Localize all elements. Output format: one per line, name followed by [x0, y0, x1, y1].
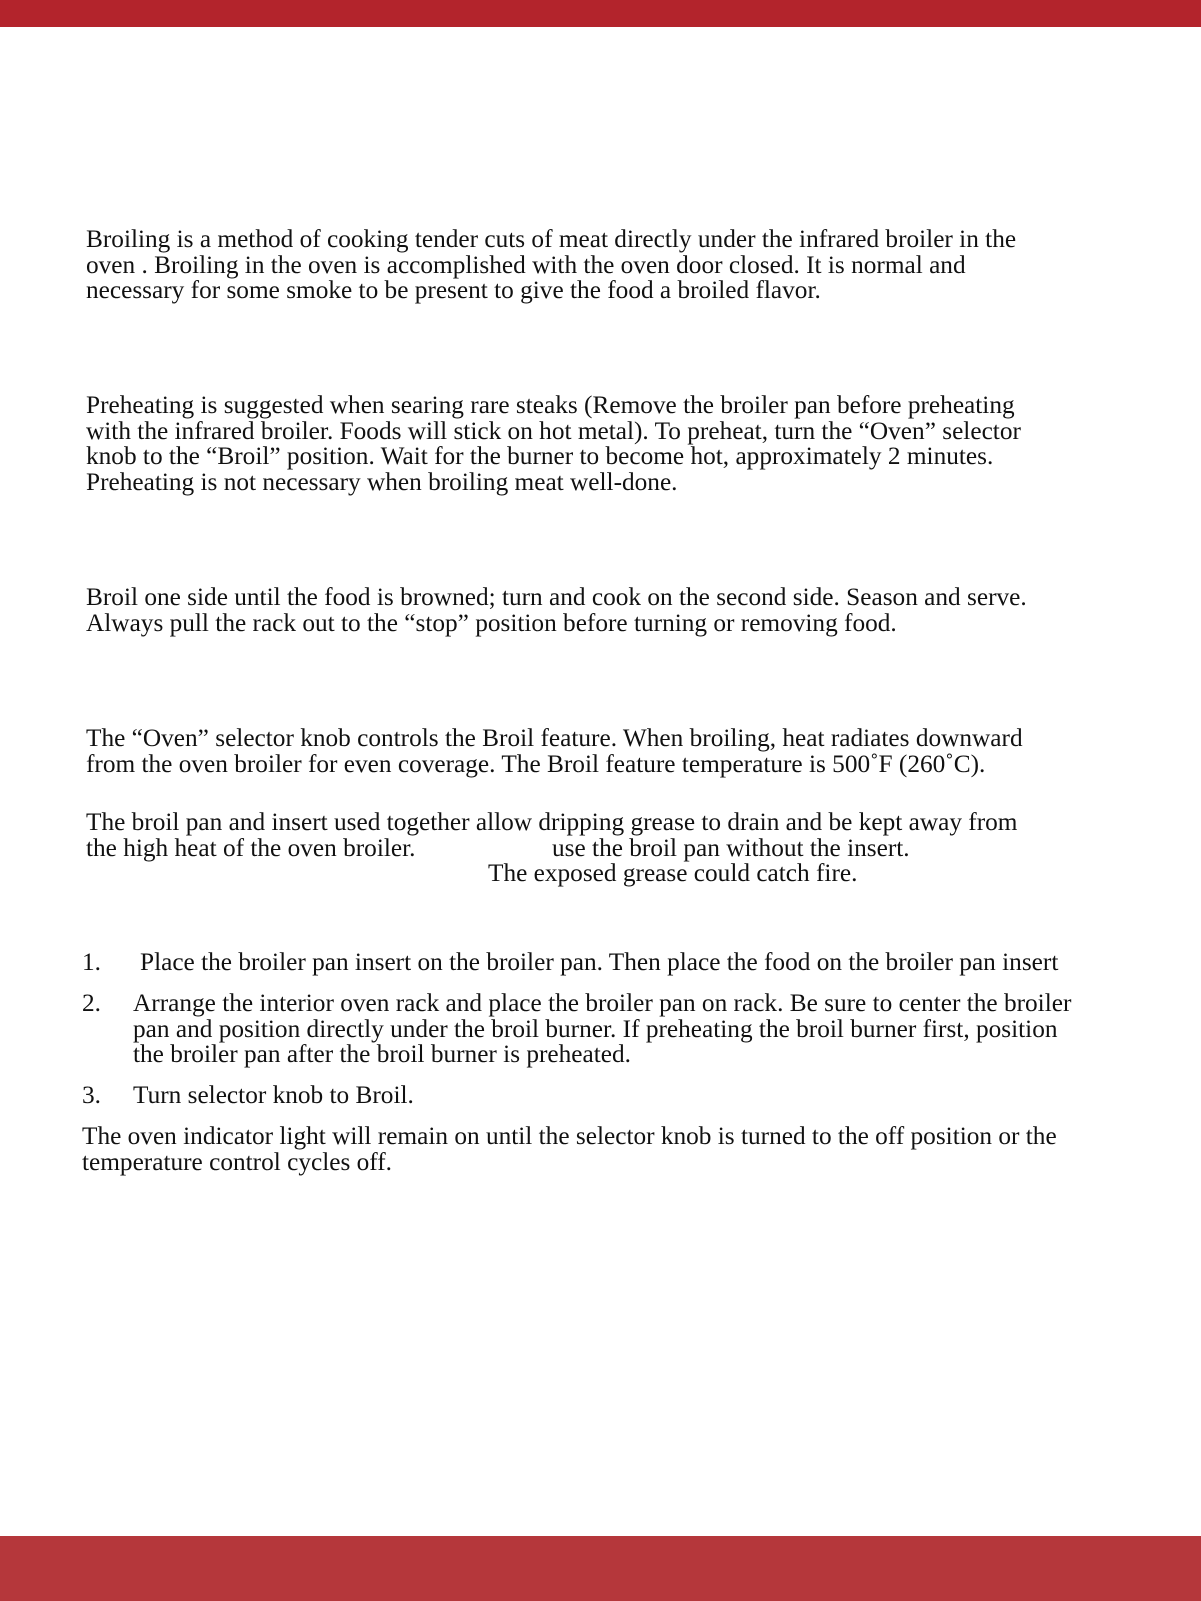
text-line: The exposed grease could catch fire. — [488, 859, 858, 887]
broiling-intro-paragraph — [86, 227, 1016, 304]
step-3 — [82, 1083, 482, 1109]
text-line: necessary for some smoke to be present to give the food a broiled flavor. — [86, 276, 821, 304]
step-text: Turn selector knob to Broil. — [133, 1081, 414, 1109]
text-line: Preheating is not necessary when broiling meat well-done. — [86, 467, 678, 496]
broil-sides-paragraph — [86, 585, 1027, 636]
text-line: the broiler pan after the broil burner is preheated. — [133, 1040, 631, 1068]
step-text — [133, 991, 1071, 1068]
text-line: The broil pan and insert used together allow dripping grease to drain and be kept away from — [86, 808, 1018, 836]
broil-pan-paragraph — [86, 810, 1086, 887]
text-line: Arrange the interior oven rack and place the broiler pan on rack. Be sure to center the broiler — [133, 989, 1072, 1017]
step-1 — [82, 950, 1122, 976]
text-line: use the broil pan without the insert. — [552, 833, 910, 862]
step-number: 3. — [82, 1081, 101, 1109]
text-line: Always pull the rack out to the “stop” position before turning or removing food. — [86, 608, 897, 637]
text-line: oven . Broiling in the oven is accomplished with the oven door closed. It is normal and — [86, 250, 966, 279]
text-line: The oven indicator light will remain on until the selector knob is turned to the off position or the — [82, 1122, 1057, 1150]
text-line: with the infrared broiler. Foods will stick on hot metal). To preheat, turn the “Oven” selector — [86, 416, 1021, 445]
text-line: The “Oven” selector knob controls the Broil feature. When broiling, heat radiates downward — [86, 724, 1023, 752]
preheating-paragraph — [86, 393, 1021, 495]
step-number: 2. — [82, 989, 101, 1017]
text-line: temperature control cycles off. — [82, 1147, 392, 1176]
indicator-light-paragraph — [82, 1124, 1057, 1175]
text-line: pan and position directly under the broil burner. If preheating the broil burner first, position — [133, 1014, 1058, 1043]
text-line: Preheating is suggested when searing rare steaks (Remove the broiler pan before preheating — [86, 391, 1015, 419]
selector-knob-paragraph — [86, 726, 1023, 777]
bottom-red-bar — [0, 1536, 1201, 1601]
text-line: the high heat of the oven broiler. — [86, 833, 416, 862]
step-text: Place the broiler pan insert on the broiler pan. Then place the food on the broiler pan insert — [140, 948, 1059, 976]
text-line: knob to the “Broil” position. Wait for the burner to become hot, approximately 2 minutes. — [86, 442, 994, 470]
text-line: Broiling is a method of cooking tender cuts of meat directly under the infrared broiler in the — [86, 225, 1017, 253]
text-line: Broil one side until the food is browned; turn and cook on the second side. Season and serve. — [86, 583, 1027, 611]
top-red-bar — [0, 0, 1201, 27]
step-number: 1. — [82, 948, 101, 976]
step-2 — [82, 991, 1127, 1068]
text-line: from the oven broiler for even coverage. The Broil feature temperature is 500˚F (260˚C). — [86, 749, 986, 778]
